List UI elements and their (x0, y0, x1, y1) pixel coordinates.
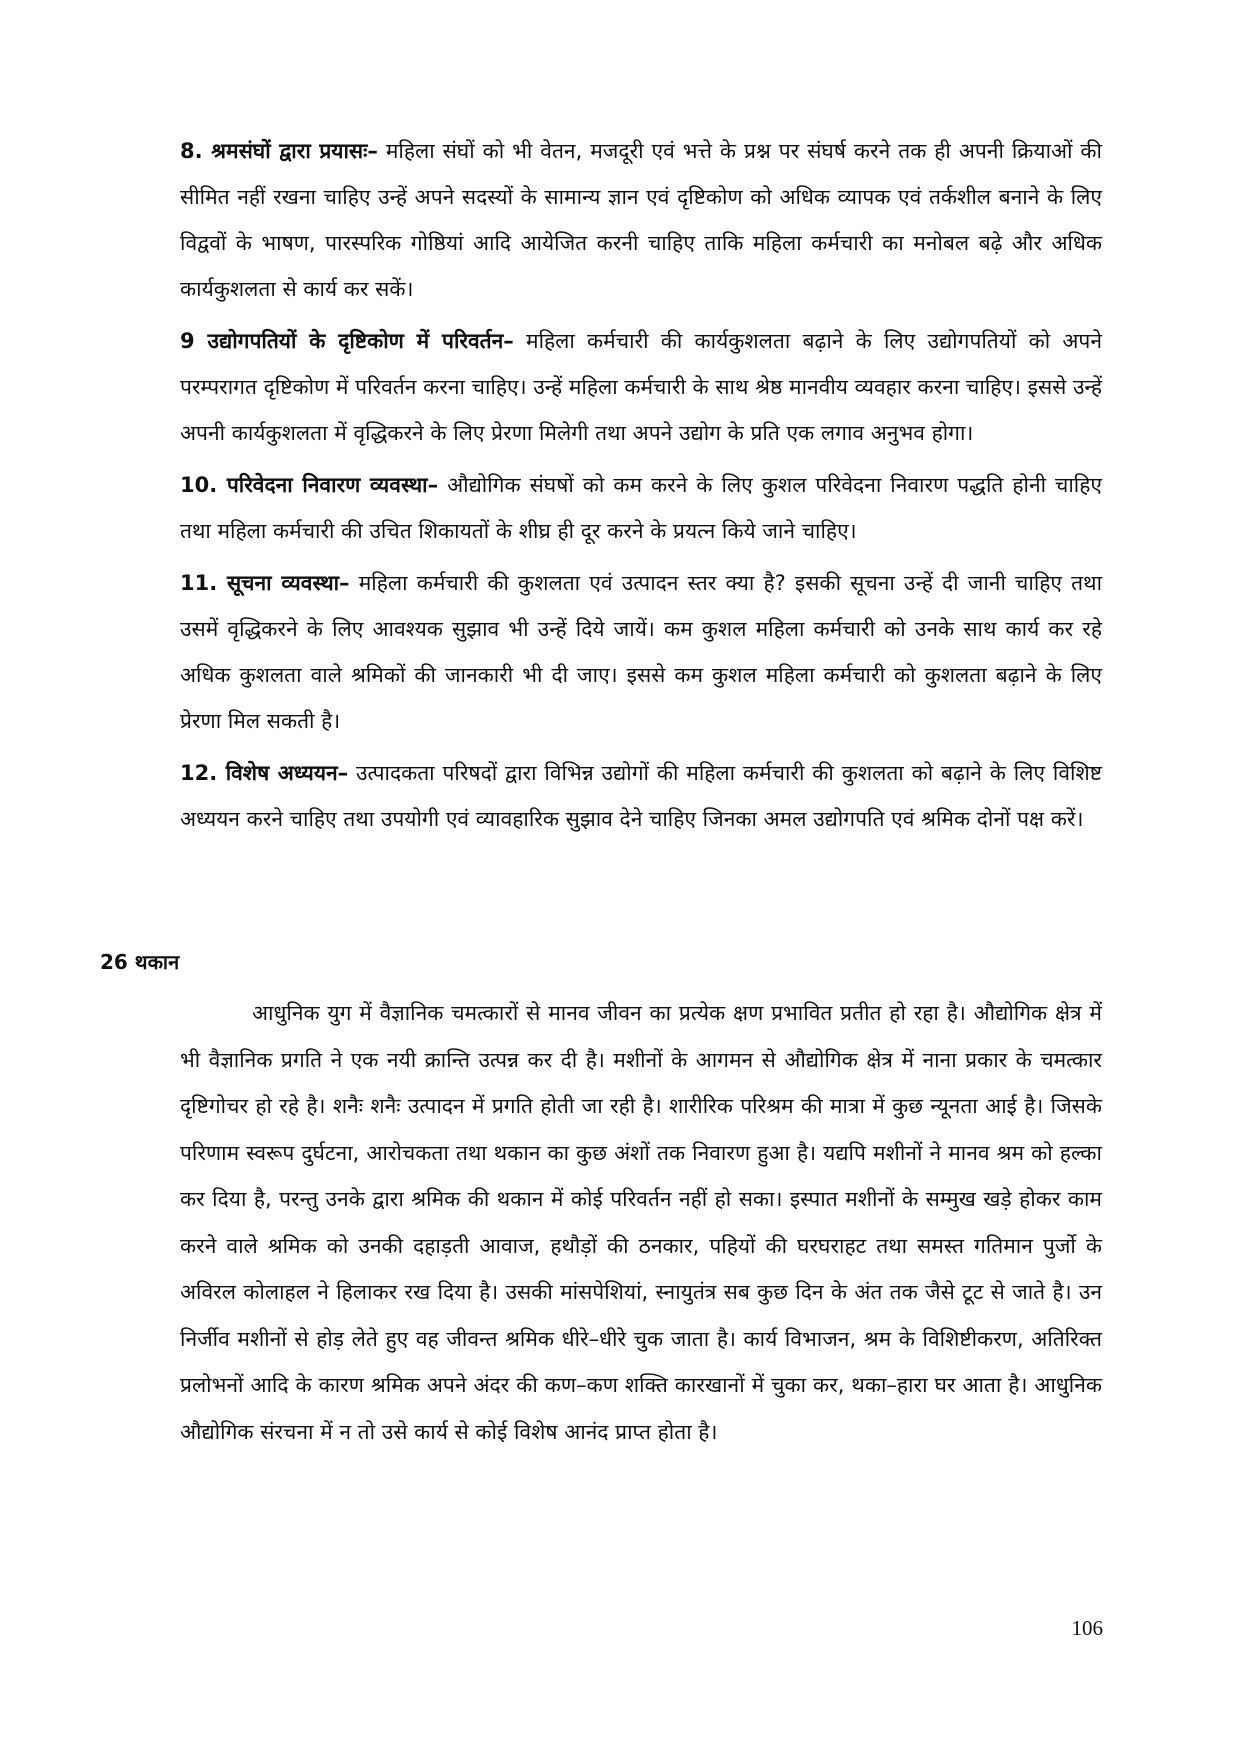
point-text: महिला कर्मचारी की कार्यकुशलता बढ़ाने के लिए उद्योगपतियों को अपने परम्परागत दृष्टिकोण में परिवर्तन करना चाहिए। उन्हें महिला कर्मचारी के साथ श्रेष्ठ मानवीय व्यवहार करना चाहिए। इससे उन्हें अपनी कार्यकुशलता में वृद्धिकरने के लिए प्रेरणा मिलेगी तथा अपने उद्योग के प्रति एक लगाव अनुभव होगा। (180, 329, 1102, 445)
point-10 (180, 462, 1102, 554)
point-9 (180, 318, 1102, 456)
section-paragraph: आधुनिक युग में वैज्ञानिक चमत्कारों से मानव जीवन का प्रत्येक क्षण प्रभावित प्रतीत हो रहा है। औद्योगिक क्षेत्र में भी वैज्ञानिक प्रगति ने एक नयी क्रान्ति उत्पन्न कर दी है। मशीनों के आगमन से औद्योगिक क्षेत्र में नाना प्रकार के चमत्कार दृष्टिगोचर हो रहे है। शनैः शनैः उत्पादन में प्रगति होती जा रही है। शारीरिक परिश्रम की मात्रा में कुछ न्यूनता आई है। जिसके परिणाम स्वरूप दुर्घटना, आरोचकता तथा थकान का कुछ अंशों तक निवारण हुआ है। यद्यपि मशीनों ने मानव श्रम को हल्का कर दिया है, परन्तु उनके द्वारा श्रमिक की थकान में कोई परिवर्तन नहीं हो सका। इस्पात मशीनों के सम्मुख खड़े होकर काम करने वाले श्रमिक को उनकी दहाड़ती आवाज, हथौड़ों की ठनकार, पहियों की घरघराहट तथा समस्त गतिमान पुर्जो के अविरल कोलाहल ने हिलाकर रख दिया है। उसकी मांसपेशियां, स्नायुतंत्र सब कुछ दिन के अंत तक जैसे टूट से जाते है। उन निर्जीव मशीनों से होड़ लेते हुए वह जीवन्त श्रमिक धीरे–धीरे चुक जाता है। कार्य विभाजन, श्रम के विशिष्टीकरण, अतिरिक्त प्रलोभनों आदि के कारण श्रमिक अपने अंदर की कण–कण शक्ति कारखानों में चुका कर, थका–हारा घर आता है। आधुनिक औद्योगिक संरचना में न तो उसे कार्य से कोई विशेष आनंद प्राप्त होता है। (180, 1001, 1102, 1444)
point-heading: 11. सूचना व्यवस्था– (180, 571, 350, 595)
point-text: महिला कर्मचारी की कुशलता एवं उत्पादन स्तर क्या है? इसकी सूचना उन्हें दी जानी चाहिए तथा उसमें वृद्धिकरने के लिए आवश्यक सुझाव भी उन्हें दिये जायें। कम कुशल महिला कर्मचारी को उनके साथ कार्य कर रहे अधिक कुशलता वाले श्रमिकों की जानकारी भी दी जाए। इससे कम कुशल महिला कर्मचारी को कुशलता बढ़ाने के लिए प्रेरणा मिल सकती है। (180, 571, 1103, 733)
point-8 (180, 128, 1102, 312)
point-text: महिला संघों को भी वेतन, मजदूरी एवं भत्ते के प्रश्न पर संघर्ष करने तक ही अपनी क्रियाओं की सीमित नहीं रखना चाहिए उन्हें अपने सदस्यों के सामान्य ज्ञान एवं दृष्टिकोण को अधिक व्यापक एवं तर्कशील बनाने के लिए विद्ववों के भाषण, पारस्परिक गोष्ठियां आदि आयेजित करनी चाहिए ताकि महिला कर्मचारी का मनोबल बढ़े और अधिक कार्यकुशलता से कार्य कर सकें। (180, 139, 1102, 301)
section-body (180, 990, 1102, 1461)
point-heading: 9 उद्योगपतियों के दृष्टिकोण में परिवर्तन– (180, 329, 514, 353)
section-heading: 26 थकान (100, 950, 180, 974)
point-heading: 10. परिवेदना निवारण व्यवस्था– (180, 473, 439, 497)
point-heading: 8. श्रमसंघों द्वारा प्रयासः– (180, 139, 378, 163)
page-number: 106 (1071, 1616, 1103, 1640)
point-text: उत्पादकता परिषदों द्वारा विभिन्न उद्योगों की महिला कर्मचारी की कुशलता को बढ़ाने के लिए विशिष्ट अध्ययन करने चाहिए तथा उपयोगी एवं व्यावहारिक सुझाव देने चाहिए जिनका अमल उद्योगपति एवं श्रमिक दोनों पक्ष करें। (180, 761, 1102, 831)
point-11 (180, 560, 1102, 744)
point-12 (180, 750, 1102, 842)
point-text: औद्योगिक संघषों को कम करने के लिए कुशल परिवेदना निवारण पद्धति होनी चाहिए तथा महिला कर्मचारी की उचित शिकायतों के शीघ्र ही दूर करने के प्रयत्न किये जाने चाहिए। (180, 473, 1103, 543)
point-heading: 12. विशेष अध्ययन– (180, 761, 349, 785)
numbered-points (180, 128, 1102, 848)
